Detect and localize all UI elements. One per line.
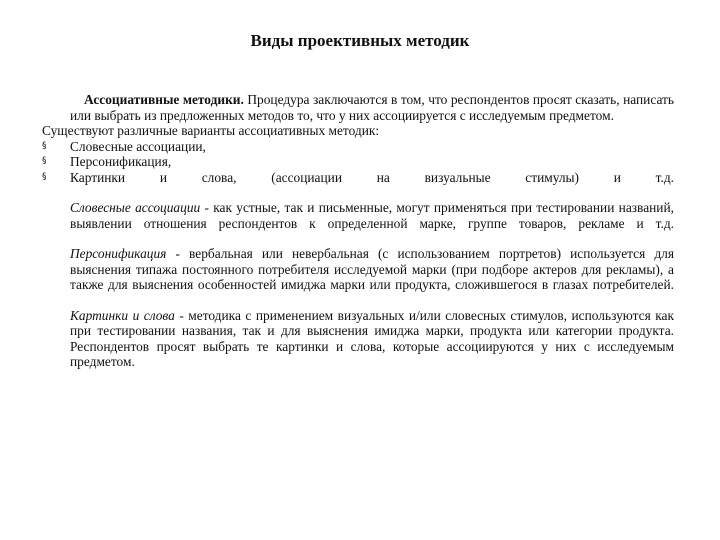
page-title: Виды проективных методик [250,31,470,50]
list-item-text: Картинки и слова, (ассоциации на визуальные стимулы) и т.д. [70,169,674,185]
intro-text: Процедура заключаются в том, что респондентов просят сказать, написать или выбрать из предложенных методов то, что у них ассоциируется с исследуемым предметом. [70,92,674,123]
list-item-text: Персонификация, [70,154,172,169]
pictures-and-words-paragraph [70,308,674,370]
list-item [42,139,674,155]
list-item-text: Словесные ассоциации, [70,138,206,154]
paragraph-term: Картинки и слова [70,307,175,323]
document-body [42,92,674,370]
personification-paragraph [70,246,674,293]
verbal-associations-paragraph [70,200,674,231]
paragraph-text: - как устные, так и письменные, могут применяться при тестировании названий, выявлении отношения респондентов к определенной марке, группе товаров, рекламе и т.д. [70,200,674,231]
variants-list [42,139,674,186]
paragraph-text: - вербальная или невербальная (с использованием портретов) используется для выяснения типажа постоянного потребителя исследуемой марки (при подборе актеров для рекламы), а также для выяснения особенностей имиджа марки или продукта, сложившегося в глазах потребителей. [70,246,674,292]
variants-lead: Существуют различные варианты ассоциативных методик: [42,123,380,138]
list-item [42,170,674,186]
intro-paragraph [70,92,674,123]
intro-term: Ассоциативные методики. [84,92,244,107]
paragraph-term: Персонификация [70,246,167,261]
bullet-icon: § [42,156,47,166]
bullet-icon: § [42,171,47,182]
bullet-icon: § [42,140,47,151]
paragraph-text: - методика с применением визуальных и/или словесных стимулов, используются как при тестировании названия, так и для выяснения имиджа марки, продукта или категории продукта. Респондентов просят выбрать те картинки и слова, которые ассоциируются у них с исследуемым предметом. [70,307,674,369]
list-item [42,154,674,170]
paragraph-term: Словесные ассоциации [70,200,201,215]
